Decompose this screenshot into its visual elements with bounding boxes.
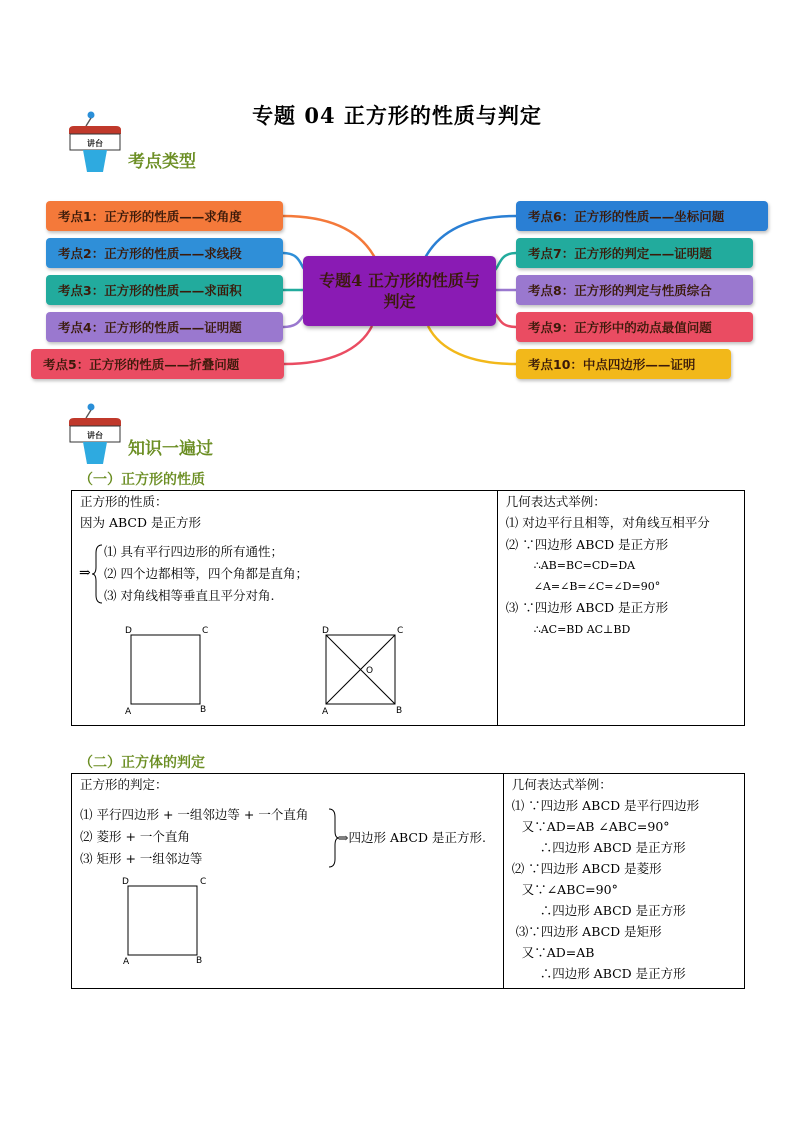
topic-pill-9[interactable]: 考点9：正方形中的动点最值问题 (516, 312, 753, 342)
example-line: ⑵ ∵四边形 ABCD 是菱形 (511, 861, 662, 876)
svg-text:B: B (196, 956, 203, 966)
svg-text:D: D (125, 626, 132, 636)
svg-text:O: O (366, 666, 374, 676)
svg-text:A: A (123, 957, 130, 966)
example-line: ⑴ 对边平行且相等，对角线互相平分 (505, 515, 710, 530)
section-heading-types: 考点类型 (128, 152, 196, 172)
example-line: ∴AC=BD AC⊥BD (533, 623, 631, 636)
criteria-label: 正方形的判定： (80, 777, 168, 792)
topic-pill-8[interactable]: 考点8：正方形的判定与性质综合 (516, 275, 753, 305)
svg-text:讲台: 讲台 (87, 138, 103, 148)
section-heading-knowledge: 知识一遍过 (128, 439, 213, 459)
svg-text:D: D (322, 626, 329, 636)
example-line: 又∵∠ABC=90° (521, 882, 618, 897)
criteria-conclusion: ⇒四边形 ABCD 是正方形. (338, 830, 486, 845)
example-line: 又∵AD=AB ∠ABC=90° (521, 819, 670, 834)
topic-pill-5[interactable]: 考点5：正方形的性质——折叠问题 (31, 349, 284, 379)
square-diagonals-figure (320, 623, 410, 715)
examples-label: 几何表达式举例： (505, 494, 606, 509)
svg-text:B: B (200, 705, 207, 715)
svg-text:D: D (122, 877, 129, 887)
podium-icon (66, 402, 124, 470)
criteria-right-cell (504, 774, 744, 988)
example-line: ⑶ ∵四边形 ABCD 是正方形 (505, 600, 669, 615)
properties-table (71, 490, 745, 726)
properties-right-cell (498, 491, 744, 725)
property-item-2: ⑵ 四个边都相等，四个角都是直角； (104, 566, 308, 581)
criteria-item-3: ⑶ 矩形 + 一组邻边等 (80, 851, 203, 866)
example-line: ∴四边形 ABCD 是正方形 (539, 903, 686, 918)
part1-heading: （一）正方形的性质 (79, 472, 205, 488)
properties-left-cell (72, 491, 497, 725)
topic-pill-3[interactable]: 考点3：正方形的性质——求面积 (46, 275, 283, 305)
square-figure (120, 874, 212, 966)
topic-pill-2[interactable]: 考点2：正方形的性质——求线段 (46, 238, 283, 268)
page-title: 专题 04 正方形的性质与判定 (252, 103, 542, 128)
property-item-1: ⑴ 具有平行四边形的所有通性； (104, 544, 283, 559)
criteria-left-cell (72, 774, 503, 988)
mindmap-center: 专题4 正方形的性质与判定 (303, 256, 496, 326)
brace-icon (92, 543, 104, 605)
example-line: ⑴ ∵四边形 ABCD 是平行四边形 (511, 798, 700, 813)
svg-text:A: A (322, 707, 329, 715)
example-line: ∴AB=BC=CD=DA (533, 559, 636, 572)
example-line: ⑵ ∵四边形 ABCD 是正方形 (505, 537, 669, 552)
square-figure (122, 623, 212, 715)
part2-heading: （二）正方体的判定 (79, 755, 205, 771)
properties-premise: 因为 ABCD 是正方形 (80, 515, 201, 530)
example-line: ∠A=∠B=∠C=∠D=90° (533, 580, 661, 593)
example-line: 又∵AD=AB (521, 945, 595, 960)
svg-text:C: C (200, 877, 207, 887)
topic-pill-6[interactable]: 考点6：正方形的性质——坐标问题 (516, 201, 768, 231)
example-line: ∴四边形 ABCD 是正方形 (539, 966, 686, 981)
example-line: ∴四边形 ABCD 是正方形 (539, 840, 686, 855)
topic-pill-10[interactable]: 考点10：中点四边形——证明 (516, 349, 731, 379)
svg-text:A: A (125, 707, 132, 715)
example-line: ⑶∵四边形 ABCD 是矩形 (515, 924, 662, 939)
implies-arrow: ⇒ (79, 565, 91, 581)
criteria-item-1: ⑴ 平行四边形 + 一组邻边等 + 一个直角 (80, 807, 309, 822)
topic-pill-7[interactable]: 考点7：正方形的判定——证明题 (516, 238, 753, 268)
topic-pill-4[interactable]: 考点4：正方形的性质——证明题 (46, 312, 283, 342)
podium-icon (66, 110, 124, 178)
svg-text:讲台: 讲台 (87, 430, 103, 440)
topic-pill-1[interactable]: 考点1：正方形的性质——求角度 (46, 201, 283, 231)
svg-text:C: C (202, 626, 209, 636)
examples-label: 几何表达式举例： (511, 777, 612, 792)
svg-text:B: B (396, 706, 403, 715)
property-item-3: ⑶ 对角线相等垂直且平分对角. (104, 588, 275, 603)
svg-text:C: C (397, 626, 404, 636)
properties-label: 正方形的性质： (80, 494, 168, 509)
criteria-table (71, 773, 745, 989)
criteria-item-2: ⑵ 菱形 + 一个直角 (80, 829, 190, 844)
